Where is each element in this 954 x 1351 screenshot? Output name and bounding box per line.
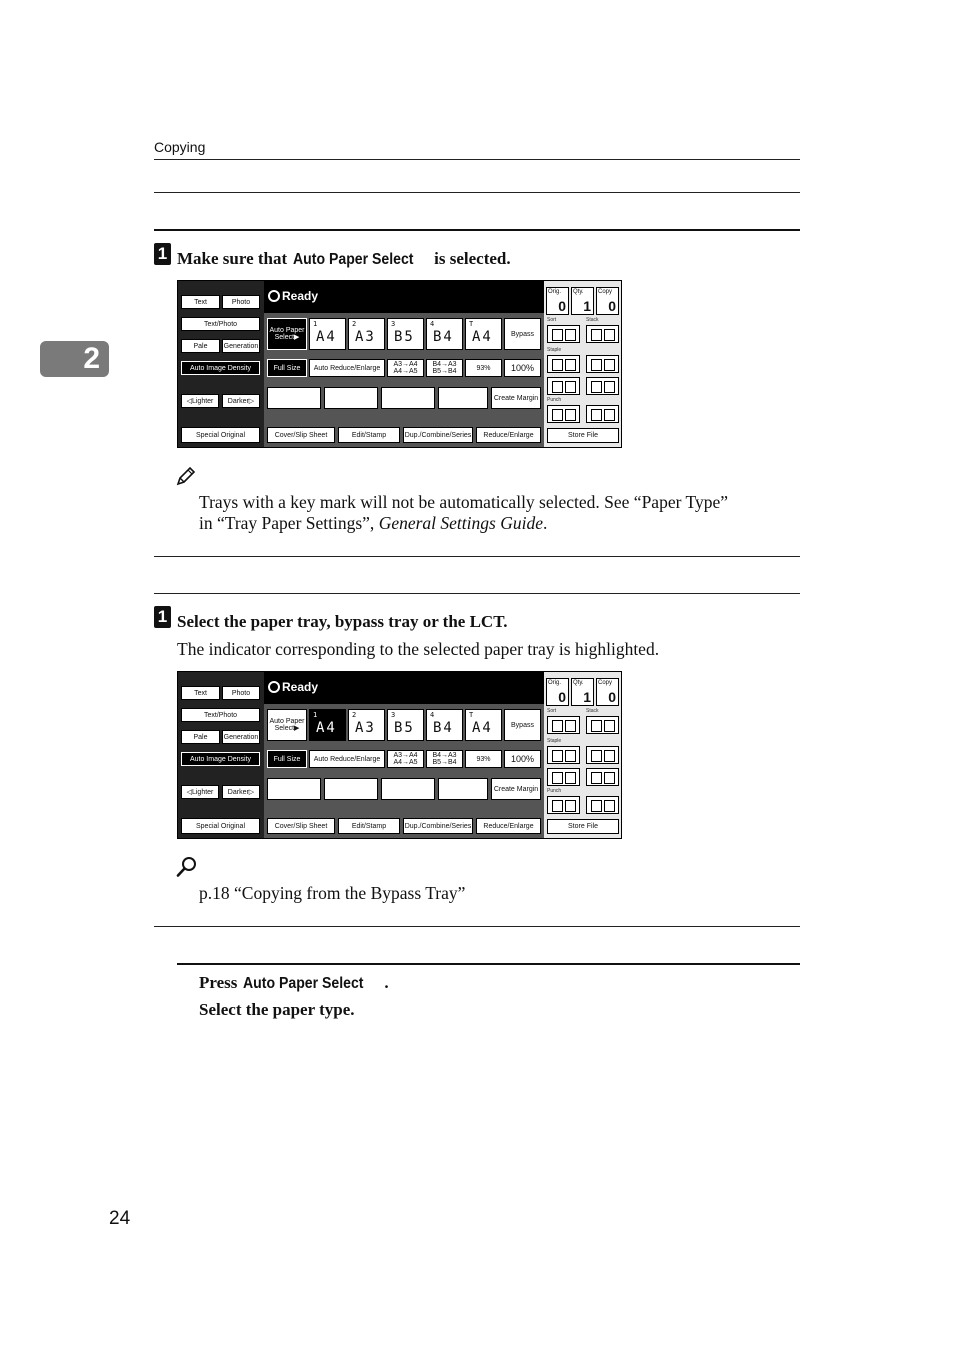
staple-top-icon [547,355,580,373]
duplex-mode-4-button [438,387,488,409]
note-line-1: Trays with a key mark will not be automatically selected. See “Paper Type” [199,492,728,512]
step3-rule [177,963,800,965]
control-panel-screenshot-1 [177,280,622,448]
text-photo-button: Text/Photo [181,708,260,722]
pale-button: Pale [181,339,220,353]
originals-value: 0 [558,298,566,314]
note-line-2-text: in “Tray Paper Settings”, [199,513,379,533]
create-margin-button: Create Margin [491,387,541,409]
reference-link[interactable]: p.18 “Copying from the Bypass Tray” [199,883,466,903]
punch-label: Punch [547,788,562,794]
auto-paper-select-key: Auto Paper Select [293,251,414,268]
quantity-label: Qty. [573,680,584,686]
tray-1 [309,318,346,350]
pale-button: Pale [181,730,220,744]
ready-icon [268,681,280,693]
step2-body: The indicator corresponding to the selected paper tray is highlighted. [177,639,660,659]
duplex-mode-3-button [381,778,435,800]
special-original-button: Special Original [181,818,260,834]
control-panel-screenshot-2 [177,671,622,839]
tray-3-size: B5 [394,329,415,345]
staple-3-icon [547,377,580,395]
header-rule [154,159,800,160]
tray-lct-size: A4 [472,720,493,736]
copies-label: Copy [598,289,613,295]
originals-label: Orig. [548,680,562,686]
auto-image-density-button: Auto Image Density [181,752,260,766]
tray-4-number: 4 [430,320,435,328]
originals-value: 0 [558,689,566,705]
step3-period: . [384,973,389,992]
duplex-mode-4-button [438,778,488,800]
preset-ratio-1-button: A3→A4 A4→A5 [387,750,424,768]
tray-4-size: B4 [433,329,454,345]
staple-label: Staple [547,738,562,744]
tray-lct-number: T [469,320,474,328]
photo-mode-button: Photo [222,686,260,700]
step1-pre: Make sure that [177,249,288,268]
ratio-100-display: 100% [504,750,541,768]
note-line-2 [199,513,547,534]
ratio-100-display: 100% [504,359,541,377]
copies-counter [596,678,619,706]
tray-2-number: 2 [352,320,357,328]
preset-ratio-2-button: B4→A3 B5→B4 [426,359,463,377]
photo-mode-button: Photo [222,295,260,309]
note-line-2-end: . [542,513,548,533]
bypass-button: Bypass [504,318,541,350]
originals-label: Orig. [548,289,562,295]
running-header: Copying [154,139,206,155]
duplex-mode-1-button [267,778,321,800]
section-rule [154,192,800,193]
special-original-button: Special Original [181,427,260,443]
pencil-note-icon [176,466,196,486]
punch-1-icon [547,405,580,423]
quantity-counter [571,678,594,706]
tray-3-number: 3 [391,711,396,719]
sort-icon [547,325,580,343]
auto-paper-select-button: Auto Paper Select▶ [267,709,307,741]
quantity-value: 1 [583,298,591,314]
tray-2-number: 2 [352,711,357,719]
step-number-badge-2: 1 [154,606,171,628]
tray-3-number: 3 [391,320,396,328]
step3-press-word: Press [199,973,238,992]
copies-value: 0 [608,689,616,705]
status-bar [264,672,544,704]
tray-1-selected [309,709,346,741]
staple-label: Staple [547,347,562,353]
stack-icon [586,716,619,734]
staple-3-icon [547,768,580,786]
step1-instruction [177,249,511,269]
reference-end-rule [154,926,800,927]
tray-lct-size: A4 [472,329,493,345]
create-margin-button: Create Margin [491,778,541,800]
tray-2-size: A3 [355,329,376,345]
quantity-label: Qty. [573,289,584,295]
tray-3-size: B5 [394,720,415,736]
step1-post: is selected. [434,249,511,268]
full-size-button: Full Size [267,750,307,768]
edit-stamp-tab: Edit/Stamp [338,818,400,834]
tray-3 [387,318,424,350]
sort-label: Sort [547,708,557,714]
darker-button: Darker▷ [222,394,260,408]
full-size-button: Full Size [267,359,307,377]
ready-icon [268,290,280,302]
duplex-mode-2-button [324,387,378,409]
status-text: Ready [282,289,319,303]
stack-icon [586,325,619,343]
section-2-rule [154,593,800,594]
page-number: 24 [109,1208,131,1229]
bypass-button: Bypass [504,709,541,741]
originals-counter [546,287,569,315]
generation-button: Generation [222,730,260,744]
tray-4 [426,709,463,741]
text-mode-button: Text [181,295,220,309]
store-file-button: Store File [547,819,619,834]
tray-4 [426,318,463,350]
reduce-enlarge-tab: Reduce/Enlarge [476,427,541,443]
quantity-counter [571,287,594,315]
tray-3 [387,709,424,741]
store-file-button: Store File [547,428,619,443]
staple-4-icon [586,768,619,786]
dup-combine-series-tab: Dup./Combine/Series [403,427,473,443]
note-end-rule [154,556,800,557]
stack-label: Stack [586,708,599,714]
staple-2-icon [586,746,619,764]
punch-2-icon [586,405,619,423]
status-bar [264,281,544,313]
reduce-enlarge-tab: Reduce/Enlarge [476,818,541,834]
sort-label: Sort [547,317,557,323]
quantity-value: 1 [583,689,591,705]
tray-4-size: B4 [433,720,454,736]
staple-4-icon [586,377,619,395]
ratio-93-button: 93% [465,359,502,377]
tray-lct [465,318,502,350]
chapter-tab: 2 [40,341,109,377]
tray-1-number: 1 [313,320,318,328]
dup-combine-series-tab: Dup./Combine/Series [403,818,473,834]
step2-instruction: Select the paper tray, bypass tray or the LCT. [177,612,508,631]
duplex-mode-3-button [381,387,435,409]
lighter-button: ◁Lighter [181,394,219,408]
status-text: Ready [282,680,319,694]
copies-label: Copy [598,680,613,686]
cover-slip-tab: Cover/Slip Sheet [267,818,335,834]
auto-reduce-enlarge-button: Auto Reduce/Enlarge [309,359,385,377]
tray-lct [465,709,502,741]
auto-reduce-enlarge-button: Auto Reduce/Enlarge [309,750,385,768]
copies-value: 0 [608,298,616,314]
auto-image-density-button: Auto Image Density [181,361,260,375]
auto-paper-select-button: Auto Paper Select▶ [267,318,307,350]
lighter-button: ◁Lighter [181,785,219,799]
step3-press [199,973,389,993]
tray-1-size: A4 [316,329,337,345]
generation-button: Generation [222,339,260,353]
tray-1-size: A4 [316,720,337,736]
tray-1-number: 1 [313,711,318,719]
originals-counter [546,678,569,706]
step3-select-paper-type: Select the paper type. [199,1000,355,1019]
tray-lct-number: T [469,711,474,719]
tray-2 [348,709,385,741]
general-settings-guide-title: General Settings Guide [378,513,543,533]
staple-2-icon [586,355,619,373]
punch-2-icon [586,796,619,814]
text-mode-button: Text [181,686,220,700]
darker-button: Darker▷ [222,785,260,799]
auto-paper-select-key: Auto Paper Select [243,975,364,992]
tray-2-size: A3 [355,720,376,736]
copies-counter [596,287,619,315]
magnifier-reference-icon [176,856,198,878]
tray-2 [348,318,385,350]
preset-ratio-1-button: A3→A4 A4→A5 [387,359,424,377]
ratio-93-button: 93% [465,750,502,768]
edit-stamp-tab: Edit/Stamp [338,427,400,443]
duplex-mode-2-button [324,778,378,800]
step-number-badge: 1 [154,243,171,265]
procedure-rule [154,229,800,231]
staple-top-icon [547,746,580,764]
tray-4-number: 4 [430,711,435,719]
text-photo-button: Text/Photo [181,317,260,331]
duplex-mode-1-button [267,387,321,409]
sort-icon [547,716,580,734]
stack-label: Stack [586,317,599,323]
punch-label: Punch [547,397,562,403]
punch-1-icon [547,796,580,814]
cover-slip-tab: Cover/Slip Sheet [267,427,335,443]
preset-ratio-2-button: B4→A3 B5→B4 [426,750,463,768]
